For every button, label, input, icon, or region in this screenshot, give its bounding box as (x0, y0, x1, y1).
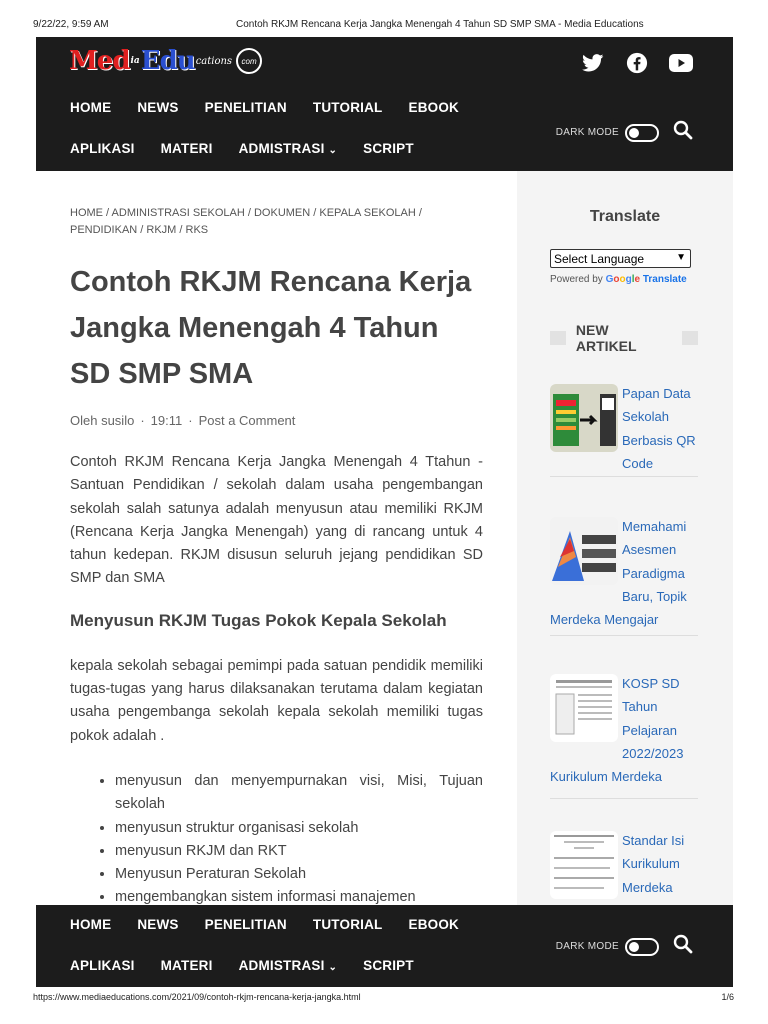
nav-penelitian[interactable]: PENELITIAN (204, 917, 287, 932)
article-thumbnail (550, 674, 618, 742)
powered-by-google[interactable] (550, 274, 687, 285)
nav-news[interactable]: NEWS (137, 917, 179, 932)
search-icon[interactable] (673, 120, 693, 145)
logo-part-1: Med (69, 46, 130, 76)
nav-home[interactable]: HOME (70, 100, 112, 115)
nav-materi[interactable]: MATERI (160, 958, 213, 973)
nav-script[interactable]: SCRIPT (363, 958, 414, 973)
google-e: e (634, 274, 641, 285)
section-heading: Menyusun RKJM Tugas Pokok Kepala Sekolah (70, 610, 447, 630)
google-g1: G (605, 274, 614, 285)
divider (550, 635, 698, 636)
article-link: KOSP SD Tahun Pelajaran 2022/2023 Kurikulum Merdeka (550, 676, 684, 785)
nav-news[interactable]: NEWS (137, 100, 179, 115)
nav-tutorial[interactable]: TUTORIAL (312, 100, 383, 115)
google-logo-text (606, 274, 640, 285)
meta-separator: · (140, 413, 145, 428)
powered-by-text: Powered by (550, 274, 603, 285)
article-thumbnail (550, 517, 618, 585)
social-links (581, 51, 693, 75)
top-navbar (36, 37, 733, 171)
nav-admistrasi[interactable] (239, 141, 338, 156)
task-list (70, 770, 483, 910)
post-author[interactable]: Oleh susilo (70, 413, 135, 428)
intro-paragraph: Contoh RKJM Rencana Kerja Jangka Menengah 4 Ttahun - Santuan Pendidikan / sekolah dalam usaha pengembangan sekolah salah satunya adalah menyusun atau memiliki RKJM (Rencana Kerja Jangka Menengah) yang di rancang untuk 4 tahun kedepan. RKJM disusun seluruh jejang pendidikan SD SMP dan SMA (70, 454, 483, 587)
list-item: • menyusun dan menyempurnakan visi, Misi, Tujuan sekolah (115, 770, 483, 817)
nav-row-1 (70, 100, 459, 115)
nav-script[interactable]: SCRIPT (363, 141, 414, 156)
google-l: l (631, 274, 635, 285)
nav-aplikasi[interactable]: APLIKASI (70, 141, 135, 156)
divider (550, 476, 698, 477)
nav-admistrasi-label: ADMISTRASI (238, 958, 325, 973)
nav-row-2 (70, 141, 414, 156)
youtube-icon[interactable] (669, 51, 693, 75)
dark-mode-label: DARK MODE (555, 127, 619, 138)
facebook-icon[interactable] (625, 51, 649, 75)
language-select[interactable] (550, 249, 691, 268)
toggle-knob (629, 128, 639, 138)
language-select-value: Select Language (554, 251, 645, 266)
post-time: 19:11 (150, 413, 183, 428)
translate-title: Translate (589, 208, 661, 225)
list-item: • Menyusun Peraturan Sekolah (115, 863, 483, 886)
sidebar (517, 171, 733, 905)
heading-decoration (550, 331, 566, 345)
divider (550, 798, 698, 799)
site-logo[interactable] (69, 45, 262, 77)
print-url: https://www.mediaeducations.com/2021/09/contoh-rkjm-rencana-kerja-jangka.html (33, 992, 361, 1002)
article-item[interactable] (550, 515, 698, 631)
article-link: Papan Data Sekolah Berbasis QR Code (622, 386, 696, 471)
nav-row-2 (70, 958, 414, 973)
article-thumbnail (550, 831, 618, 899)
nav-tools (556, 120, 693, 145)
post-comment-link[interactable]: Post a Comment (198, 413, 296, 428)
article-item[interactable] (550, 829, 698, 899)
nav-admistrasi-label: ADMISTRASI (238, 141, 325, 156)
chevron-down-icon: ⌄ (328, 962, 338, 973)
meta-separator: · (188, 413, 193, 428)
print-footer (0, 992, 768, 1024)
post-title: Contoh RKJM Rencana Kerja Jangka Menengah 4 Tahun SD SMP SMA (70, 266, 472, 390)
heading-decoration (682, 331, 698, 345)
nav-aplikasi[interactable]: APLIKASI (70, 958, 135, 973)
nav-home[interactable]: HOME (70, 917, 112, 932)
nav-row-1 (70, 917, 459, 932)
article-link: Standar Isi Kurikulum Merdeka (622, 833, 685, 895)
google-g2: g (625, 274, 632, 285)
nav-penelitian[interactable]: PENELITIAN (204, 100, 287, 115)
dark-mode-toggle[interactable] (625, 124, 659, 142)
bottom-navbar (36, 905, 733, 987)
nav-tools (556, 934, 693, 959)
logo-part-4: cations (195, 55, 233, 67)
dark-mode-toggle[interactable] (625, 938, 659, 956)
logo-part-3: Edu (140, 46, 195, 76)
list-item: • mengembangkan sistem informasi manajemen (115, 886, 483, 909)
nav-admistrasi[interactable] (239, 958, 338, 973)
article-item[interactable] (550, 382, 698, 475)
chevron-down-icon: ▼ (676, 252, 686, 263)
print-page-number: 1/6 (721, 992, 734, 1002)
twitter-icon[interactable] (581, 51, 605, 75)
dark-mode-label: DARK MODE (555, 941, 619, 952)
article-link: Memahami Asesmen Paradigma Baru, Topik Merdeka Mengajar (550, 519, 687, 628)
new-article-heading (550, 322, 698, 354)
google-o2: o (619, 274, 626, 285)
toggle-knob (629, 942, 639, 952)
nav-ebook[interactable]: EBOOK (408, 917, 460, 932)
post-meta (70, 413, 483, 428)
list-item: • menyusun RKJM dan RKT (115, 840, 483, 863)
search-icon[interactable] (673, 934, 693, 959)
nav-ebook[interactable]: EBOOK (408, 100, 460, 115)
print-page-title: Contoh RKJM Rencana Kerja Jangka Menengah 4 Tahun SD SMP SMA - Media Educations (236, 19, 644, 30)
nav-tutorial[interactable]: TUTORIAL (312, 917, 383, 932)
new-article-title: NEW ARTIKEL (575, 322, 637, 354)
list-item: • menyusun struktur organisasi sekolah (115, 817, 483, 840)
print-datetime: 9/22/22, 9:59 AM (33, 19, 109, 30)
article-item[interactable] (550, 672, 698, 788)
logo-badge: com (236, 48, 262, 74)
nav-materi[interactable]: MATERI (160, 141, 213, 156)
body-paragraph: kepala sekolah sebagai pemimpi pada satuan pendidik memiliki tugas-tugas yang harus dilaksanakan terutama dalam kegiatan usaha pengembanga sekolah kepala sekolah memiliki tugas pokok adalah . (70, 657, 483, 744)
translate-word: Translate (642, 274, 687, 285)
article-thumbnail (550, 384, 618, 452)
logo-part-2: ia (130, 56, 140, 66)
breadcrumb[interactable]: HOME / ADMINISTRASI SEKOLAH / DOKUMEN / KEPALA SEKOLAH / PENDIDIKAN / RKJM / RKS (70, 207, 422, 236)
print-header (0, 0, 768, 36)
google-o1: o (613, 274, 620, 285)
chevron-down-icon: ⌄ (328, 145, 338, 156)
article-main (70, 205, 483, 910)
